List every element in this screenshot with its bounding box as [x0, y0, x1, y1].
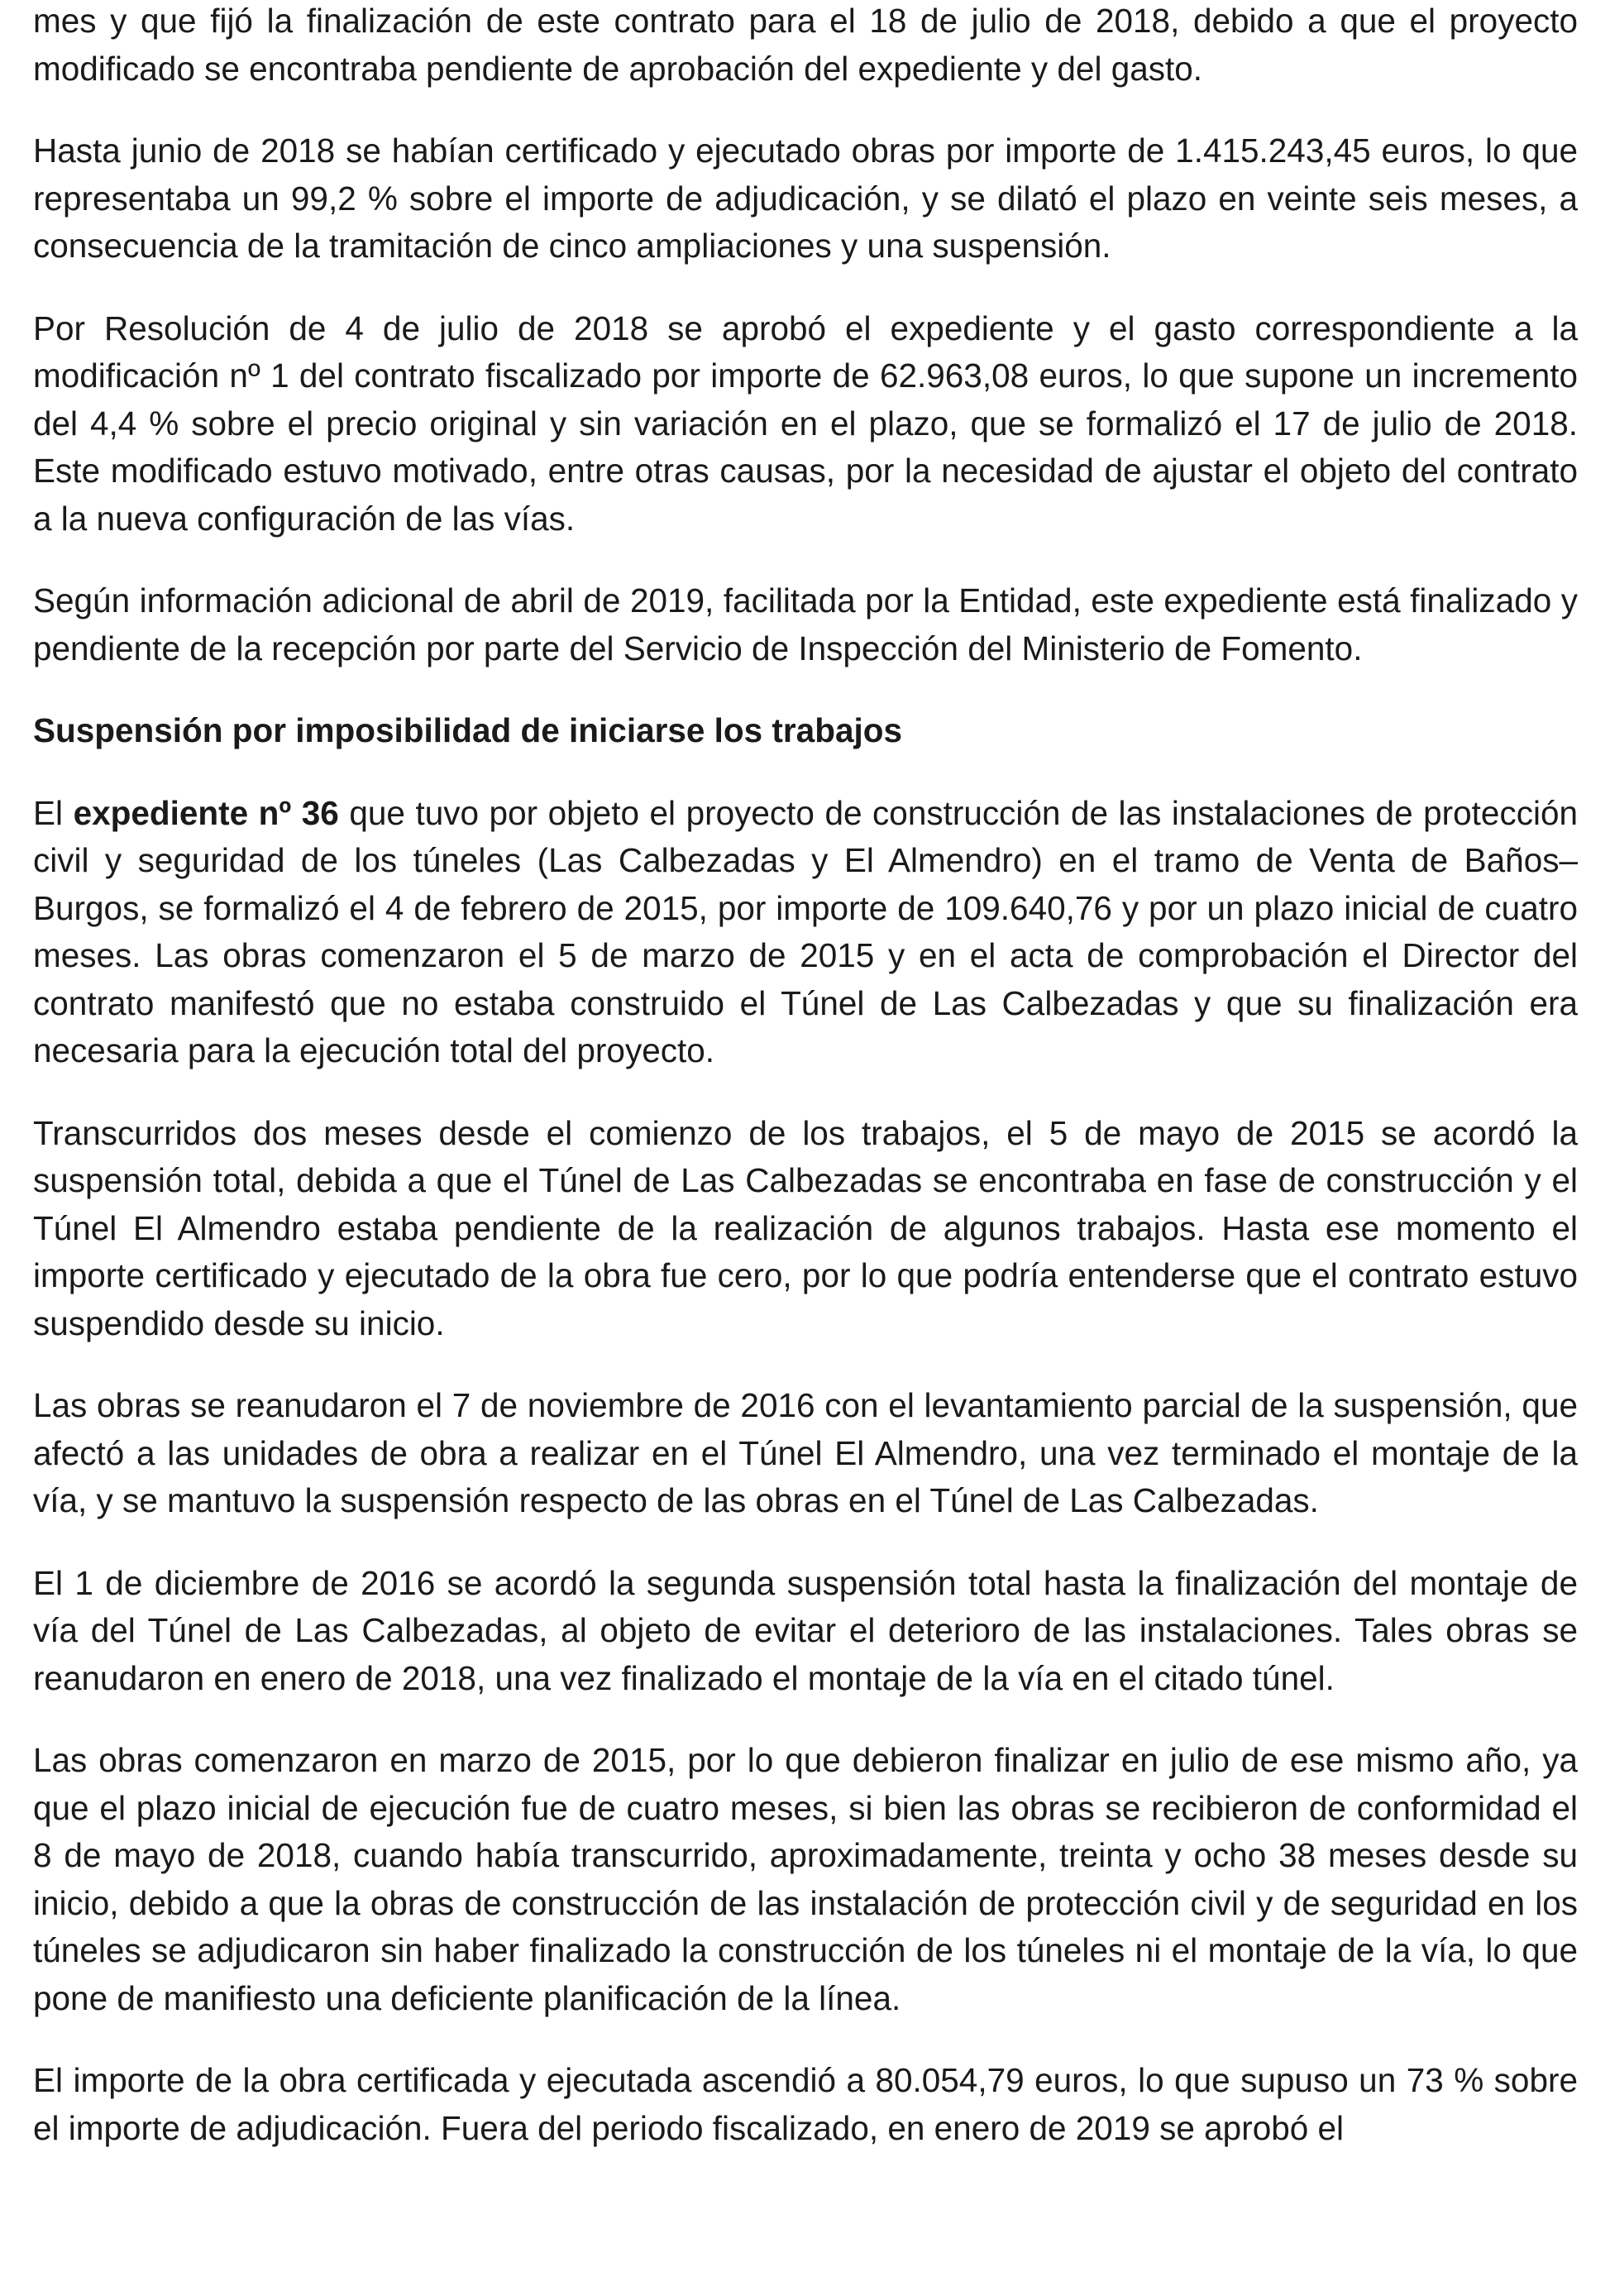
paragraph-gap — [33, 543, 1578, 577]
paragraph-resolution-modification: Por Resolución de 4 de julio de 2018 se aprobó el expediente y el gasto correspondiente a la modificación nº 1 del contrato fiscalizado por importe de 62.963,08 euros, lo que supone un incremento del 4,4 % sobre el precio original y sin variación en el plazo, que se formalizó el 17 de julio de 2018. Este modificado estuvo motivado, entre otras causas, por la necesidad de ajustar el objeto del contrato a la nueva configuración de las vías. — [33, 309, 1578, 538]
paragraph-certified-works: Hasta junio de 2018 se habían certificado y ejecutado obras por importe de 1.415.243,45 euros, lo que representaba un 99,2 % sobre el importe de adjudicación, y se dilató el plazo en veinte seis meses, a consecuencia de la tramitación de cinco ampliaciones y una suspensión. — [33, 132, 1578, 265]
paragraph-resumption: Las obras se reanudaron el 7 de noviembre de 2016 con el levantamiento parcial de la suspensión, que afectó a las unidades de obra a realizar en el Túnel El Almendro, una vez terminado el montaje de la vía, y se mantuvo la suspensión respecto de las obras en el Túnel de Las Calbezadas. — [33, 1386, 1578, 1519]
paragraph-certified-amount: El importe de la obra certificada y ejecutada ascendió a 80.054,79 euros, lo que supuso un 73 % sobre el importe de adjudicación. Fuera del periodo fiscalizado, en enero de 2019 se aprobó el — [33, 2061, 1578, 2147]
paragraph-gap — [33, 2022, 1578, 2057]
paragraph-second-suspension: El 1 de diciembre de 2016 se acordó la segunda suspensión total hasta la finalización del montaje de vía del Túnel de Las Calbezadas, al objeto de evitar el deterioro de las instalaciones. Tales obras se reanudaron en enero de 2018, una vez finalizado el montaje de la vía en el citado túnel. — [33, 1563, 1578, 1697]
paragraph-additional-information: Según información adicional de abril de 2019, facilitada por la Entidad, este expediente está finalizado y pendiente de la recepción por parte del Servicio de Inspección del Ministerio de Fomento. — [33, 581, 1578, 667]
paragraph-expediente-36 — [33, 790, 1578, 1075]
paragraph-first-suspension: Transcurridos dos meses desde el comienzo de los trabajos, el 5 de mayo de 2015 se acordó la suspensión total, debida a que el Túnel de Las Calbezadas se encontraba en fase de construcción y el Túnel El Almendro estaba pendiente de la realización de algunos trabajos. Hasta ese momento el importe certificado y ejecutado de la obra fue cero, por lo que podría entenderse que el contrato estuvo suspendido desde su inicio. — [33, 1113, 1578, 1342]
expediente-reference: expediente nº 36 — [73, 793, 339, 832]
paragraph-planning-deficiency: Las obras comenzaron en marzo de 2015, por lo que debieron finalizar en julio de ese mismo año, ya que el plazo inicial de ejecución fue de cuatro meses, si bien las obras se recibieron de conformidad el 8 de mayo de 2018, cuando había transcurrido, aproximadamente, treinta y ocho 38 meses desde su inicio, debido a que la obras de construcción de las instalación de protección civil y de seguridad en los túneles se adjudicaron sin haber finalizado la construcción de los túneles ni el montaje de la vía, lo que pone de manifiesto una deficiente planificación de la línea. — [33, 1741, 1578, 2017]
section-heading: Suspensión por imposibilidad de iniciarse los trabajos — [33, 711, 902, 749]
paragraph-gap — [33, 755, 1578, 790]
paragraph-gap — [33, 1525, 1578, 1560]
paragraph-text: El — [33, 793, 74, 832]
paragraph-gap — [33, 1702, 1578, 1737]
paragraph-contract-end: mes y que fijó la finalización de este contrato para el 18 de julio de 2018, debido a que el proyecto modificado se encontraba pendiente de aprobación del expediente y del gasto. — [33, 2, 1578, 88]
paragraph-gap — [33, 1347, 1578, 1382]
paragraph-text: que tuvo por objeto el proyecto de construcción de las instalaciones de protección civil y seguridad de los túneles (Las Calbezadas y El Almendro) en el tramo de Venta de Baños–Burgos, se formalizó el 4 de febrero de 2015, por importe de 109.640,76 y por un plazo inicial de cuatro meses. Las obras comenzaron el 5 de marzo de 2015 y en el acta de comprobación el Director del contrato manifestó que no estaba construido el Túnel de Las Calbezadas y que su finalización era necesaria para la ejecución total del proyecto. — [33, 793, 1578, 1069]
paragraph-gap — [33, 1075, 1578, 1110]
paragraph-gap — [33, 270, 1578, 305]
paragraph-gap — [33, 672, 1578, 707]
paragraph-gap — [33, 93, 1578, 127]
document-page — [33, 0, 1578, 2152]
